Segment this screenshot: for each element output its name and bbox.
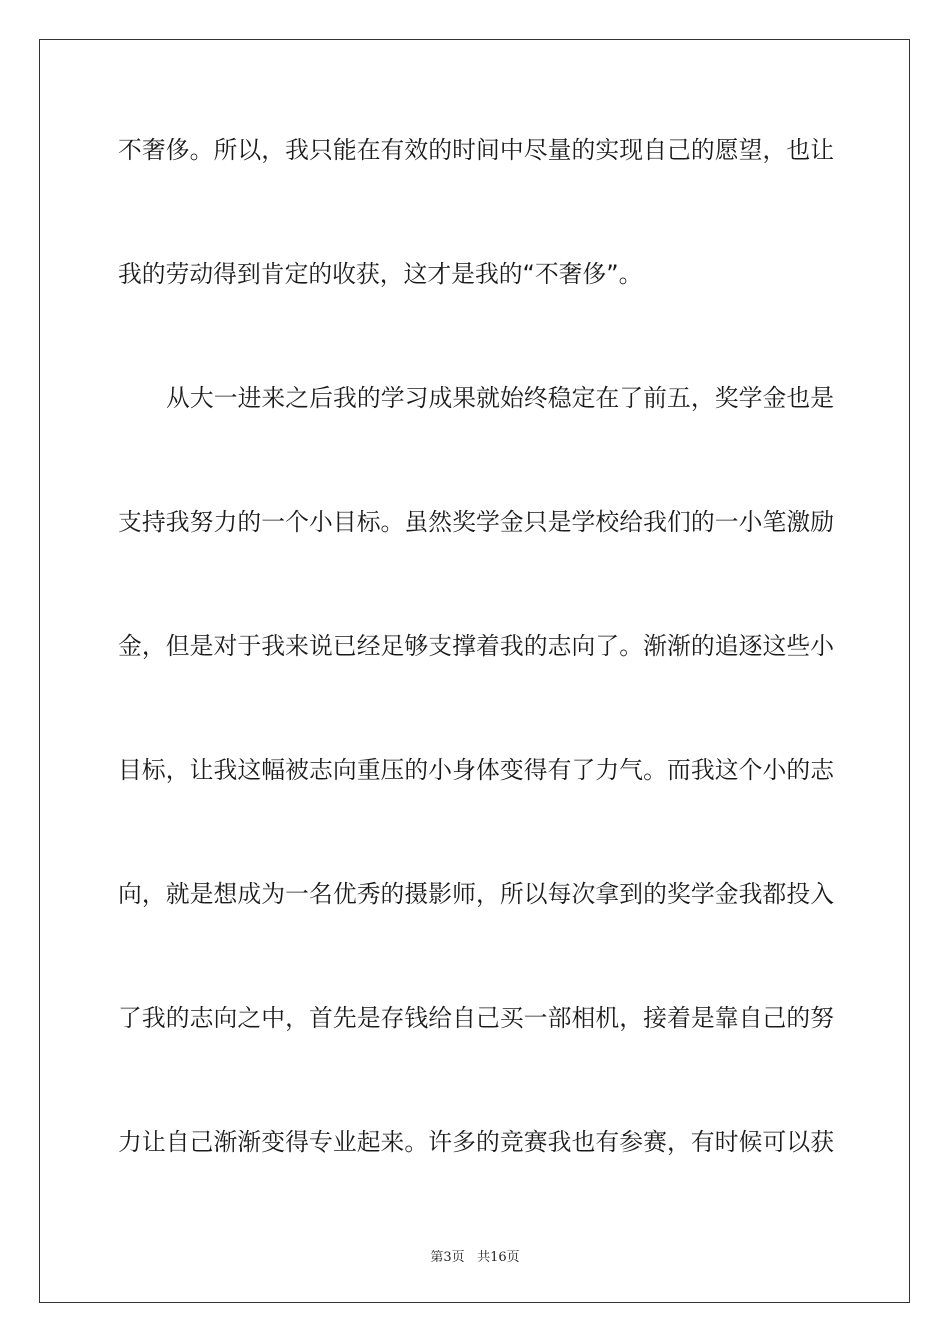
text-line: 我的劳动得到肯定的收获，这才是我的“不奢侈”。 [118,260,643,288]
paragraph-first-line: 从大一进来之后我的学习成果就始终稳定在了前五，奖学金也是 [166,384,834,412]
page-total: 共16页 [477,1250,520,1265]
text-line: 目标，让我这幅被志向重压的小身体变得有了力气。而我这个小的志 [118,756,834,784]
page-border [39,39,910,1303]
page-number: 第3页 [430,1250,465,1265]
text-line: 了我的志向之中，首先是存钱给自己买一部相机，接着是靠自己的努 [118,1004,834,1032]
text-line: 不奢侈。所以，我只能在有效的时间中尽量的实现自己的愿望，也让 [118,136,834,164]
text-line: 向，就是想成为一名优秀的摄影师，所以每次拿到的奖学金我都投入 [118,880,834,908]
text-line: 支持我努力的一个小目标。虽然奖学金只是学校给我们的一小笔激励 [118,508,834,536]
text-line: 金，但是对于我来说已经足够支撑着我的志向了。渐渐的追逐这些小 [118,632,834,660]
text-line: 力让自己渐渐变得专业起来。许多的竞赛我也有参赛，有时候可以获 [118,1128,834,1156]
page-footer [0,1246,950,1265]
